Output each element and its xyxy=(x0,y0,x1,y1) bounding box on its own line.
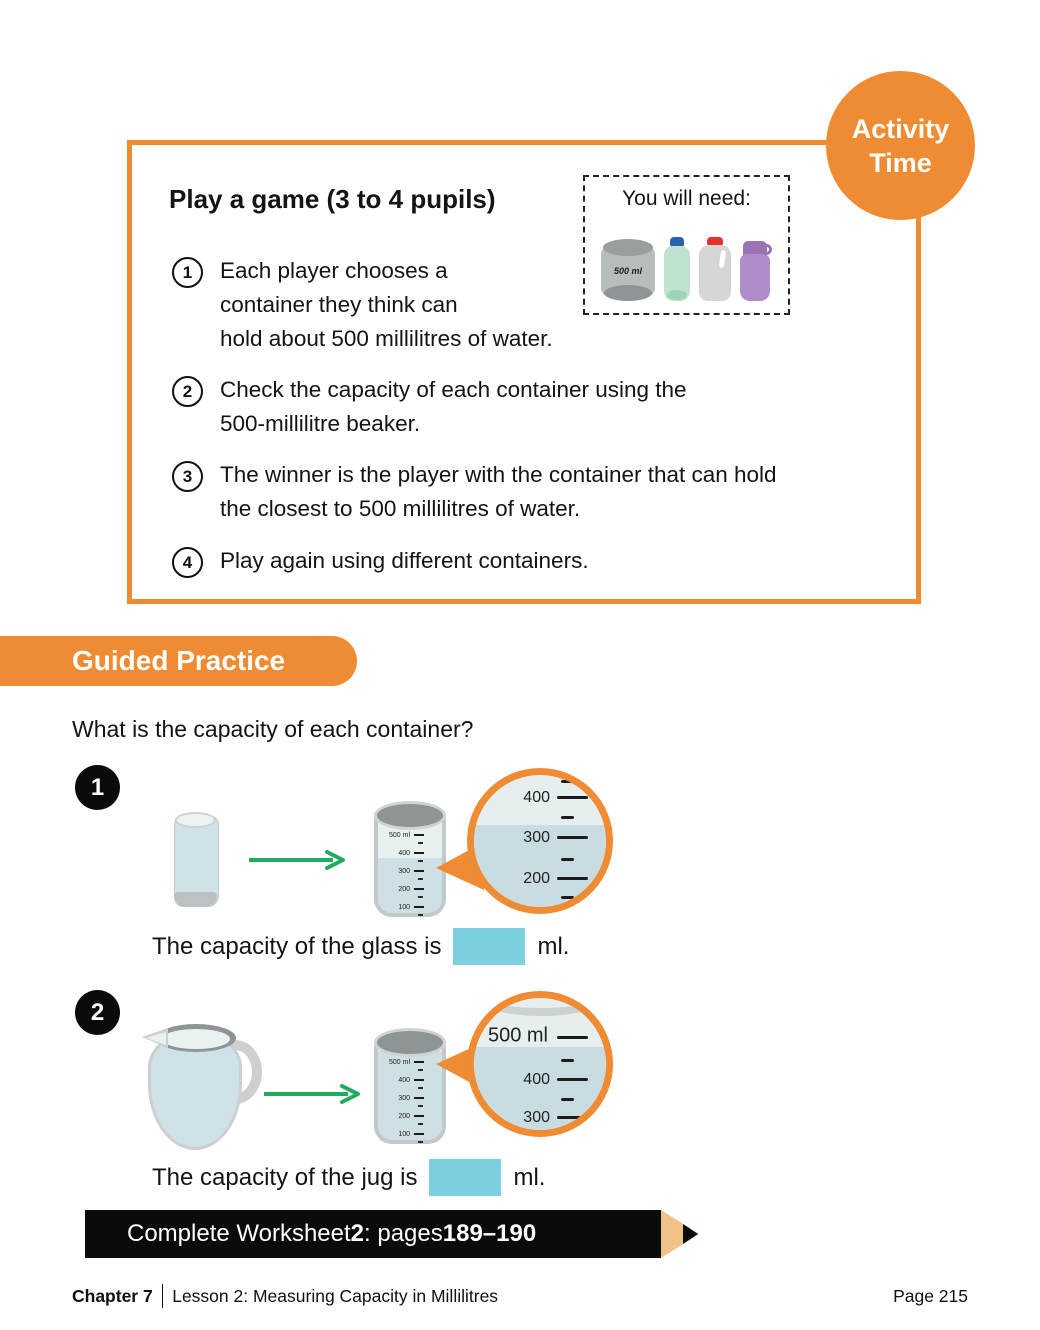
magnifier-1-label-200: 200 xyxy=(523,870,550,887)
jug-illustration xyxy=(148,1016,262,1150)
you-will-need-items xyxy=(601,237,772,301)
step-3-text: The winner is the player with the container that can hold the closest to 500 millilitres of water. xyxy=(220,462,777,521)
green-bottle-icon xyxy=(664,237,690,301)
activity-time-badge xyxy=(826,71,975,220)
answer-box-glass[interactable] xyxy=(453,928,525,965)
magnifier-2 xyxy=(467,991,613,1137)
milk-bottle-icon xyxy=(699,237,731,301)
beaker-2-scale: 500 ml 400 300 200 100 xyxy=(380,1056,442,1142)
magnifier-2-label-300: 300 xyxy=(523,1109,550,1126)
worksheet-banner: Complete Worksheet 2 : pages 189–190 xyxy=(85,1210,661,1258)
question-2-caption: The capacity of the jug is ml. xyxy=(152,1159,545,1196)
magnifier-1-label-300: 300 xyxy=(523,829,550,846)
question-2-number: 2 xyxy=(75,990,120,1035)
footer-lesson: Lesson 2: Measuring Capacity in Millilitres xyxy=(172,1285,499,1306)
arrow-icon xyxy=(262,1084,364,1104)
step-2 xyxy=(172,373,687,441)
page-footer xyxy=(72,1284,968,1308)
activity-badge-line2: Time xyxy=(869,147,932,178)
step-1 xyxy=(172,254,553,356)
footer-page-number: Page 215 xyxy=(893,1285,968,1306)
step-1-text: Each player chooses a container they think can hold about 500 millilitres of water. xyxy=(220,258,553,351)
magnifier-2-label-400: 400 xyxy=(523,1071,550,1088)
step-3 xyxy=(172,458,777,526)
step-3-number: 3 xyxy=(172,461,203,492)
glass-illustration xyxy=(174,816,219,907)
step-1-number: 1 xyxy=(172,257,203,288)
pencil-tip-icon xyxy=(683,1224,698,1244)
question-1-caption: The capacity of the glass is ml. xyxy=(152,928,569,965)
footer-divider xyxy=(162,1284,164,1308)
magnifier-1 xyxy=(467,768,613,914)
footer-chapter: Chapter 7 xyxy=(72,1285,153,1306)
step-2-number: 2 xyxy=(172,376,203,407)
step-2-text: Check the capacity of each container using the 500-millilitre beaker. xyxy=(220,377,687,436)
answer-box-jug[interactable] xyxy=(429,1159,501,1196)
magnified-rim-arc xyxy=(467,991,613,1016)
magnifier-2-label-500: 500 ml xyxy=(487,1024,548,1047)
step-4-text: Play again using different containers. xyxy=(220,548,589,573)
guided-practice-banner: Guided Practice xyxy=(0,636,357,686)
step-4 xyxy=(172,544,589,578)
beaker-icon-label: 500 ml xyxy=(613,266,643,276)
activity-title: Play a game (3 to 4 pupils) xyxy=(169,184,496,214)
guided-practice-question: What is the capacity of each container? xyxy=(72,716,474,742)
beaker-icon xyxy=(601,239,655,301)
beaker-1-scale: 500 ml 400 300 200 100 xyxy=(380,829,442,915)
magnifier-1-label-400: 400 xyxy=(523,789,550,806)
question-1-number: 1 xyxy=(75,765,120,810)
you-will-need-box xyxy=(583,175,790,315)
step-4-number: 4 xyxy=(172,547,203,578)
activity-badge-line1: Activity xyxy=(851,113,950,144)
you-will-need-label: You will need: xyxy=(622,187,751,210)
purple-flask-icon xyxy=(740,241,772,301)
arrow-icon xyxy=(247,850,349,870)
